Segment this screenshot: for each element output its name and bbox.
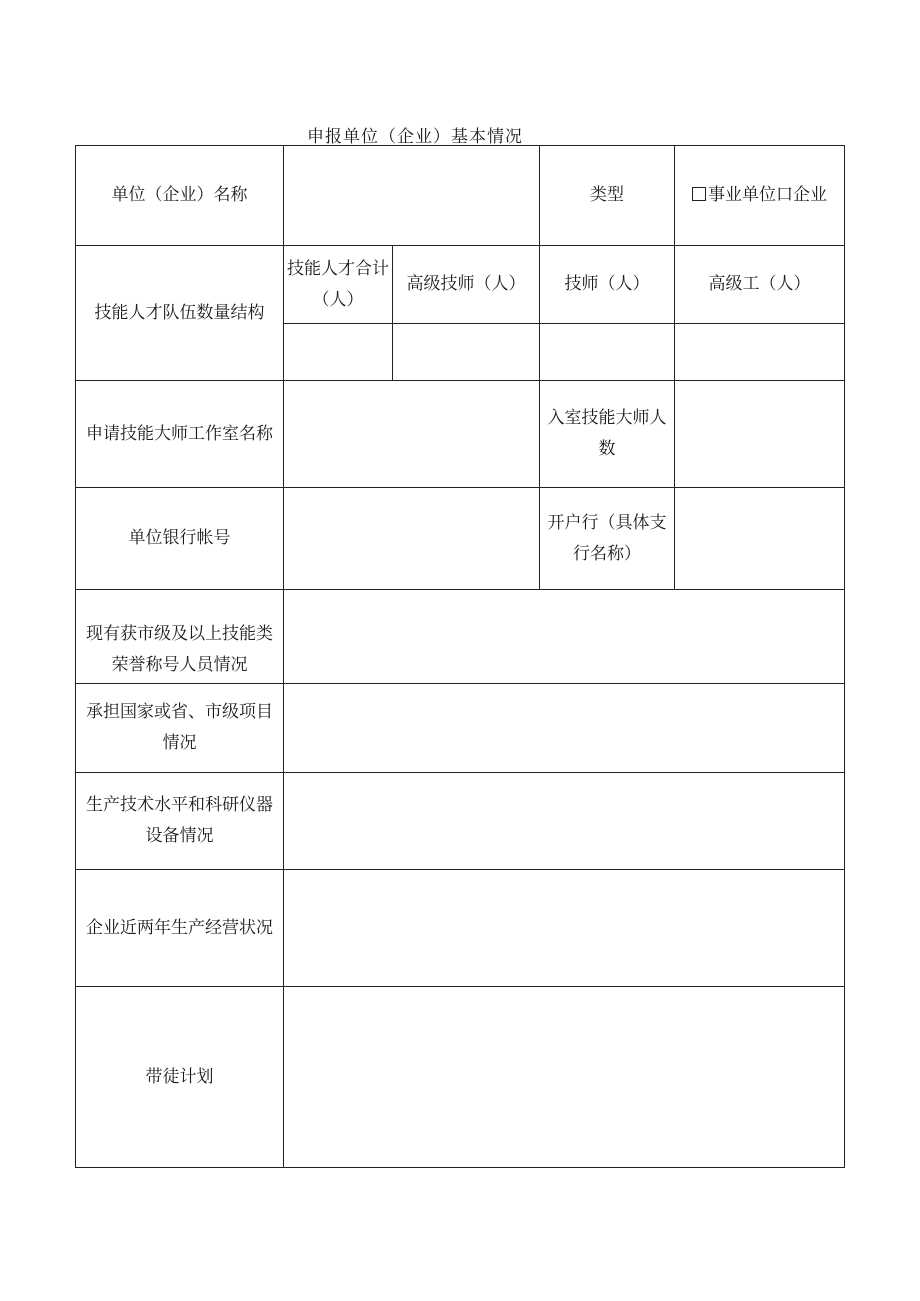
equipment-label: 生产技术水平和科研仪器设备情况 [76,773,284,870]
form-row-bank [76,488,845,590]
checkbox-icon[interactable] [692,187,706,201]
type-option-public-institution[interactable]: 事业单位 [708,185,776,205]
form-row-unit-name [76,146,845,246]
form-title: 申报单位（企业）基本情况 [307,127,523,147]
form-row-projects [76,684,845,773]
form-row-honors [76,590,845,684]
senior-worker-input[interactable] [675,324,845,381]
type-option-separator[interactable]: 口 [776,185,793,205]
apprentice-plan-input[interactable] [284,987,845,1168]
projects-input[interactable] [284,684,845,773]
bank-branch-input[interactable] [675,488,845,590]
senior-technician-header: 高级技师（人） [393,246,540,324]
application-form-table [75,145,845,1168]
studio-name-label: 申请技能大师工作室名称 [76,381,284,488]
unit-name-input-cell[interactable] [284,146,540,246]
talent-structure-label: 技能人才队伍数量结构 [76,246,284,381]
senior-technician-input[interactable] [393,324,540,381]
equipment-input[interactable] [284,773,845,870]
master-count-input[interactable] [675,381,845,488]
honors-input[interactable] [284,590,845,684]
talent-total-input[interactable] [284,324,393,381]
form-row-operations [76,870,845,987]
operations-input[interactable] [284,870,845,987]
form-row-studio [76,381,845,488]
form-row-equipment [76,773,845,870]
form-row-apprentice-plan [76,987,845,1168]
bank-account-label: 单位银行帐号 [76,488,284,590]
talent-total-header: 技能人才合计（人） [284,246,393,324]
bank-branch-label: 开户行（具体支行名称） [540,488,675,590]
technician-input[interactable] [540,324,675,381]
projects-label: 承担国家或省、市级项目情况 [76,684,284,773]
technician-header: 技师（人） [540,246,675,324]
form-row-talent-headers [76,246,845,324]
unit-name-label: 单位（企业）名称 [76,146,284,246]
studio-name-input[interactable] [284,381,540,488]
honors-label: 现有获市级及以上技能类荣誉称号人员情况 [76,590,284,684]
operations-label: 企业近两年生产经营状况 [76,870,284,987]
senior-worker-header: 高级工（人） [675,246,845,324]
master-count-label: 入室技能大师人数 [540,381,675,488]
type-label: 类型 [540,146,675,246]
type-option-enterprise[interactable]: 企业 [793,185,827,205]
apprentice-plan-label: 带徒计划 [76,987,284,1168]
bank-account-input[interactable] [284,488,540,590]
type-options-cell [675,146,845,246]
